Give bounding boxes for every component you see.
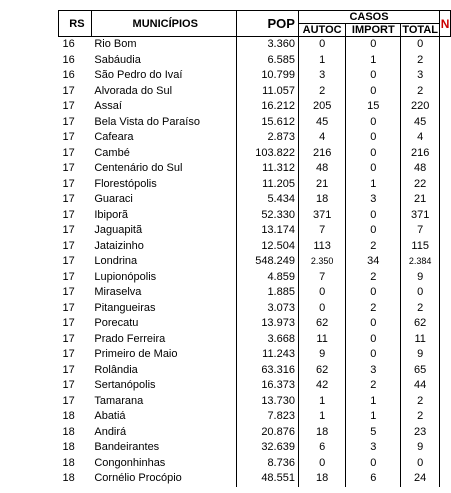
cell-edge — [440, 301, 451, 317]
table-row — [59, 177, 451, 193]
cell-edge — [440, 177, 451, 193]
cell-rs: 17 — [62, 224, 75, 237]
cell-import: 3 — [346, 192, 401, 208]
cell-rs: 17 — [62, 317, 75, 330]
cell-municipio: São Pedro do Ivaí — [94, 69, 183, 82]
cell-autoc: 4 — [298, 130, 345, 146]
cell-rs: 18 — [62, 456, 75, 469]
cell-municipio: Rio Bom — [94, 38, 137, 51]
cell-import: 0 — [346, 285, 401, 301]
cell-edge — [440, 130, 451, 146]
cell-import: 1 — [346, 177, 401, 193]
cell-autoc: 62 — [298, 316, 345, 332]
cell-edge — [440, 84, 451, 100]
cell-rs: 17 — [62, 208, 75, 221]
cell-import: 1 — [346, 394, 401, 410]
cell-municipio: Rolândia — [94, 363, 138, 376]
cell-municipio: Centenário do Sul — [94, 162, 183, 175]
cell-total: 115 — [401, 239, 440, 255]
cell-total: 2 — [401, 84, 440, 100]
cell-import: 0 — [346, 456, 401, 472]
cell-municipio: Cornélio Procópio — [94, 472, 182, 485]
cell-pop: 103.822 — [236, 146, 298, 162]
cell-total: 45 — [401, 115, 440, 131]
table-row — [59, 301, 451, 317]
cell-pop: 11.057 — [236, 84, 298, 100]
cell-municipio: Lupionópolis — [94, 270, 157, 283]
cell-import: 3 — [346, 440, 401, 456]
cell-edge — [440, 239, 451, 255]
cell-edge — [440, 270, 451, 286]
cell-municipio: Pitangueiras — [94, 301, 156, 314]
cell-rs: 17 — [62, 379, 75, 392]
cell-autoc: 2 — [298, 84, 345, 100]
cell-total: 65 — [401, 363, 440, 379]
table-row — [59, 223, 451, 239]
cell-total: 11 — [401, 332, 440, 348]
cell-autoc: 1 — [298, 409, 345, 425]
cell-municipio: Primeiro de Maio — [94, 348, 178, 361]
cell-edge — [440, 316, 451, 332]
cell-rs: 17 — [62, 146, 75, 159]
cell-pop: 15.612 — [236, 115, 298, 131]
cell-rs: 17 — [62, 286, 75, 299]
cell-pop: 48.551 — [236, 471, 298, 487]
header-import: IMPORT — [346, 24, 401, 37]
table-row — [59, 146, 451, 162]
cell-pop: 12.504 — [236, 239, 298, 255]
cell-municipio: Londrina — [94, 255, 138, 268]
cell-import: 0 — [346, 332, 401, 348]
cell-rs: 16 — [62, 38, 75, 51]
cell-edge — [440, 53, 451, 69]
cell-pop: 3.360 — [236, 37, 298, 53]
cell-edge — [440, 37, 451, 53]
cell-import: 2 — [346, 270, 401, 286]
cell-municipio: Tamarana — [94, 394, 144, 407]
cell-total: 3 — [401, 68, 440, 84]
table-row — [59, 456, 451, 472]
cell-autoc: 9 — [298, 347, 345, 363]
cell-rs: 16 — [62, 69, 75, 82]
cell-autoc: 18 — [298, 471, 345, 487]
cell-rs: 17 — [62, 394, 75, 407]
cell-autoc: 1 — [298, 394, 345, 410]
table-row — [59, 239, 451, 255]
cell-total: 9 — [401, 270, 440, 286]
cell-pop: 63.316 — [236, 363, 298, 379]
table-row — [59, 254, 451, 270]
cell-municipio: Bandeirantes — [94, 441, 160, 454]
table-row — [59, 68, 451, 84]
cell-total: 44 — [401, 378, 440, 394]
cell-municipio: Florestópolis — [94, 177, 157, 190]
cell-autoc: 7 — [298, 223, 345, 239]
cell-edge — [440, 146, 451, 162]
cell-pop: 6.585 — [236, 53, 298, 69]
cell-edge — [440, 161, 451, 177]
cell-import: 0 — [346, 68, 401, 84]
table-row — [59, 208, 451, 224]
cell-edge — [440, 192, 451, 208]
cell-municipio: Jataizinho — [94, 239, 144, 252]
cell-municipio: Alvorada do Sul — [94, 84, 173, 97]
cell-autoc: 18 — [298, 425, 345, 441]
cell-import: 0 — [346, 161, 401, 177]
cell-edge — [440, 471, 451, 487]
table-row — [59, 192, 451, 208]
cell-total: 0 — [401, 285, 440, 301]
cell-total: 21 — [401, 192, 440, 208]
cell-pop: 3.073 — [236, 301, 298, 317]
cell-autoc: 0 — [298, 285, 345, 301]
cell-import: 2 — [346, 378, 401, 394]
cell-total: 48 — [401, 161, 440, 177]
cell-rs: 17 — [62, 363, 75, 376]
cell-pop: 11.312 — [236, 161, 298, 177]
cell-municipio: Porecatu — [94, 317, 139, 330]
table-row — [59, 440, 451, 456]
cell-edge — [440, 208, 451, 224]
cell-import: 34 — [346, 254, 401, 270]
cell-edge — [440, 425, 451, 441]
cell-import: 0 — [346, 208, 401, 224]
cell-pop: 7.823 — [236, 409, 298, 425]
header-casos: CASOS — [298, 11, 439, 24]
cell-pop: 13.174 — [236, 223, 298, 239]
cell-edge — [440, 115, 451, 131]
cell-pop: 2.873 — [236, 130, 298, 146]
cell-autoc: 0 — [298, 456, 345, 472]
cell-edge — [440, 332, 451, 348]
cell-pop: 13.730 — [236, 394, 298, 410]
cell-total: 0 — [401, 37, 440, 53]
header-rs: RS — [59, 11, 92, 37]
table-row — [59, 347, 451, 363]
cell-municipio: Miraselva — [94, 286, 142, 299]
cell-total: 62 — [401, 316, 440, 332]
cell-rs: 17 — [62, 255, 75, 268]
cell-municipio: Cambé — [94, 146, 130, 159]
cell-edge — [440, 409, 451, 425]
cell-import: 0 — [346, 37, 401, 53]
cell-autoc: 42 — [298, 378, 345, 394]
cell-import: 0 — [346, 146, 401, 162]
cell-total: 24 — [401, 471, 440, 487]
cell-municipio: Sertanópolis — [94, 379, 156, 392]
table-row — [59, 270, 451, 286]
cell-pop: 1.885 — [236, 285, 298, 301]
cell-import: 0 — [346, 223, 401, 239]
cell-edge — [440, 456, 451, 472]
cell-municipio: Guaraci — [94, 193, 133, 206]
cell-municipio: Jaguapitã — [94, 224, 143, 237]
cell-edge — [440, 68, 451, 84]
cell-total: 22 — [401, 177, 440, 193]
cell-total: 220 — [401, 99, 440, 115]
cell-import: 2 — [346, 301, 401, 317]
cell-autoc: 18 — [298, 192, 345, 208]
cell-rs: 17 — [62, 332, 75, 345]
cell-rs: 17 — [62, 270, 75, 283]
cell-total: 23 — [401, 425, 440, 441]
cell-municipio: Andirá — [94, 425, 127, 438]
cell-total: 2 — [401, 301, 440, 317]
cell-import: 0 — [346, 84, 401, 100]
cell-rs: 18 — [62, 410, 75, 423]
cell-total: 216 — [401, 146, 440, 162]
cell-municipio: Sabáudia — [94, 53, 141, 66]
cell-rs: 16 — [62, 53, 75, 66]
cell-autoc: 216 — [298, 146, 345, 162]
cell-municipio: Prado Ferreira — [94, 332, 166, 345]
cell-import: 0 — [346, 316, 401, 332]
cell-total: 2 — [401, 53, 440, 69]
cell-rs: 18 — [62, 441, 75, 454]
cell-edge — [440, 254, 451, 270]
cell-municipio: Abatiá — [94, 410, 126, 423]
cell-edge — [440, 363, 451, 379]
table-row — [59, 285, 451, 301]
cell-edge — [440, 440, 451, 456]
cell-total: 4 — [401, 130, 440, 146]
cell-pop: 32.639 — [236, 440, 298, 456]
cell-total: 2.384 — [401, 254, 440, 270]
table-row — [59, 53, 451, 69]
cell-import: 0 — [346, 130, 401, 146]
cell-pop: 4.859 — [236, 270, 298, 286]
cell-edge — [440, 378, 451, 394]
cell-total: 2 — [401, 394, 440, 410]
cell-total: 9 — [401, 347, 440, 363]
cell-pop: 11.205 — [236, 177, 298, 193]
cell-edge — [440, 347, 451, 363]
table-row — [59, 99, 451, 115]
cell-municipio: Assaí — [94, 100, 122, 113]
cell-edge — [440, 285, 451, 301]
cell-autoc: 113 — [298, 239, 345, 255]
table-row — [59, 130, 451, 146]
table-row — [59, 84, 451, 100]
cell-autoc: 7 — [298, 270, 345, 286]
cell-autoc: 205 — [298, 99, 345, 115]
cell-import: 5 — [346, 425, 401, 441]
cell-total: 9 — [401, 440, 440, 456]
cell-autoc: 45 — [298, 115, 345, 131]
cell-total: 7 — [401, 223, 440, 239]
cell-autoc: 62 — [298, 363, 345, 379]
cell-autoc: 2.350 — [298, 254, 345, 270]
cell-autoc: 21 — [298, 177, 345, 193]
cell-rs: 17 — [62, 348, 75, 361]
cell-import: 3 — [346, 363, 401, 379]
cell-import: 0 — [346, 347, 401, 363]
table-row — [59, 378, 451, 394]
cell-pop: 16.212 — [236, 99, 298, 115]
cell-edge — [440, 223, 451, 239]
cell-rs: 17 — [62, 115, 75, 128]
table-row — [59, 425, 451, 441]
cell-municipio: Cafeara — [94, 131, 134, 144]
cases-table — [58, 10, 451, 487]
cell-pop: 20.876 — [236, 425, 298, 441]
table-row — [59, 332, 451, 348]
cell-pop: 52.330 — [236, 208, 298, 224]
cell-autoc: 6 — [298, 440, 345, 456]
cell-rs: 17 — [62, 301, 75, 314]
cell-pop: 548.249 — [236, 254, 298, 270]
cell-rs: 18 — [62, 425, 75, 438]
table-row — [59, 471, 451, 487]
cell-pop: 3.668 — [236, 332, 298, 348]
cell-rs: 17 — [62, 239, 75, 252]
cell-import: 6 — [346, 471, 401, 487]
header-edge: N — [440, 11, 451, 37]
cell-pop: 5.434 — [236, 192, 298, 208]
cell-autoc: 0 — [298, 301, 345, 317]
header-municipios: MUNICÍPIOS — [91, 11, 236, 37]
header-total: TOTAL — [402, 24, 438, 36]
header-autoc: AUTOC — [298, 24, 345, 37]
cell-import: 1 — [346, 53, 401, 69]
table-row — [59, 394, 451, 410]
cell-municipio: Bela Vista do Paraíso — [94, 115, 200, 128]
cell-pop: 13.973 — [236, 316, 298, 332]
cell-total: 0 — [401, 456, 440, 472]
cell-total: 2 — [401, 409, 440, 425]
cell-pop: 10.799 — [236, 68, 298, 84]
cell-municipio: Ibiporã — [94, 208, 128, 221]
cell-edge — [440, 394, 451, 410]
table-row — [59, 363, 451, 379]
table-row — [59, 161, 451, 177]
cell-import: 0 — [346, 115, 401, 131]
cell-municipio: Congonhinhas — [94, 456, 166, 469]
cell-autoc: 371 — [298, 208, 345, 224]
cell-rs: 17 — [62, 131, 75, 144]
cell-edge — [440, 99, 451, 115]
cell-pop: 16.373 — [236, 378, 298, 394]
header-pop: POP — [236, 11, 298, 37]
cell-import: 2 — [346, 239, 401, 255]
cell-import: 1 — [346, 409, 401, 425]
cell-rs: 17 — [62, 193, 75, 206]
cell-autoc: 0 — [298, 37, 345, 53]
cell-autoc: 48 — [298, 161, 345, 177]
cell-autoc: 11 — [298, 332, 345, 348]
table-row — [59, 115, 451, 131]
table-row — [59, 316, 451, 332]
cell-pop: 8.736 — [236, 456, 298, 472]
cell-rs: 18 — [62, 472, 75, 485]
table-row — [59, 37, 451, 53]
cell-pop: 11.243 — [236, 347, 298, 363]
cell-rs: 17 — [62, 162, 75, 175]
cell-total: 371 — [401, 208, 440, 224]
cell-autoc: 1 — [298, 53, 345, 69]
cell-autoc: 3 — [298, 68, 345, 84]
cell-import: 15 — [346, 99, 401, 115]
cases-table-sheet — [58, 10, 451, 493]
cell-rs: 17 — [62, 100, 75, 113]
cell-rs: 17 — [62, 84, 75, 97]
cell-rs: 17 — [62, 177, 75, 190]
table-row — [59, 409, 451, 425]
